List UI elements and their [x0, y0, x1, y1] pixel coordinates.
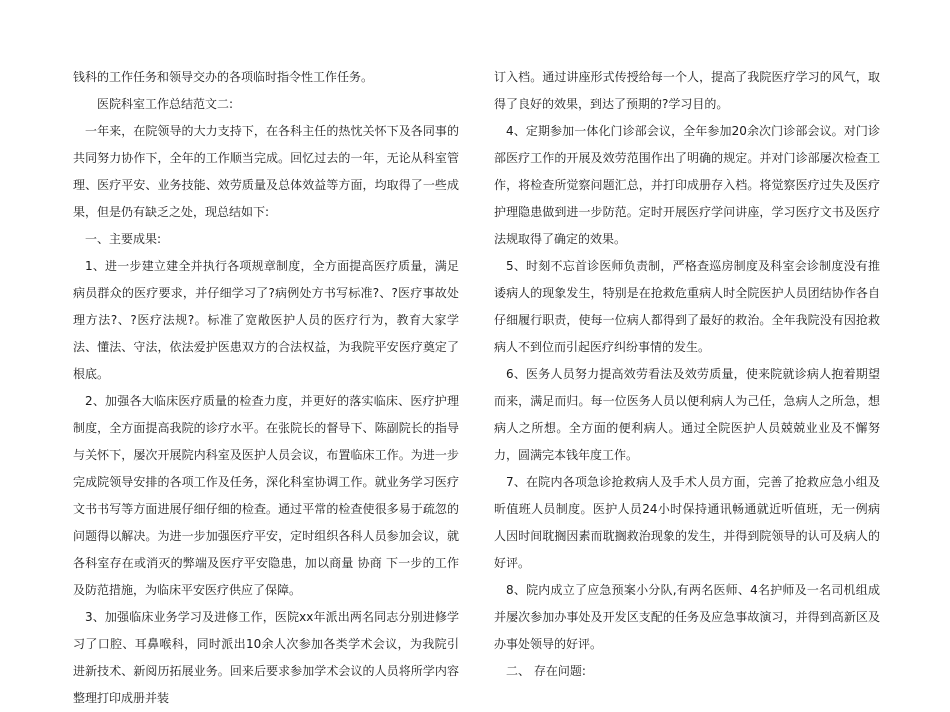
paragraph: 2、加强各大临床医疗质量的检查力度，并更好的落实临床、医疗护理制度，全方面提高我院的诊疗水平。在张院长的督导下、陈副院长的指导与关怀下，屡次开展院内科室及医护人员会议，布置临床工作。为进一步完成院领导安排的各项工作及任务，深化科室协调工作。就业务学习医疗文书书写等方面进展仔细仔细的检查。通过平常的检查使很多易于疏忽的问题得以解决。为进一步加强医疗平安，定时组织各科人员参加会议，就各科室存在或消灭的弊端及医疗平安隐患，加以商量 协商 下一步的工作及防范措施，为临床平安医疗供应了保障。: [73, 394, 459, 597]
paragraph: 钱科的工作任务和领导交办的各项临时指令性工作任务。: [73, 70, 374, 84]
section-heading: 二、 存在问题:: [506, 664, 586, 678]
right-column: [494, 64, 880, 685]
paragraph: 6、医务人员努力提高效劳看法及效劳质量，使来院就诊病人抱着期望而来，满足而归。每一位医务人员以便利病人为己任，急病人之所急，想病人之所想。全方面的便利病人。通过全院医护人员兢兢业业及不懈努力，圆满完本钱年度工作。: [494, 367, 880, 462]
paragraph: 一年来，在院领导的大力支持下，在各科主任的热忱关怀下及各同事的共同努力协作下，全年的工作顺当完成。回忆过去的一年，无论从科室管理、医疗平安、业务技能、效劳质量及总体效益等方面，均取得了一些成果，但是仍有缺乏之处，现总结如下:: [73, 124, 459, 219]
paragraph: 5、时刻不忘首诊医师负责制，严格查巡房制度及科室会诊制度没有推诿病人的现象发生，特别是在抢救危重病人时全院医护人员团结协作各自仔细履行职责，使每一位病人都得到了最好的救治。全年我院没有因抢救病人不到位而引起医疗纠纷事情的发生。: [494, 259, 880, 354]
paragraph: 订入档。通过讲座形式传授给每一个人，提高了我院医疗学习的风气，取得了良好的效果，到达了预期的?学习目的。: [494, 70, 880, 111]
left-column: [73, 64, 459, 712]
section-heading: 一、主要成果:: [85, 232, 162, 246]
paragraph: 4、定期参加一体化门诊部会议，全年参加20余次门诊部会议。对门诊部医疗工作的开展及效劳范围作出了明确的规定。并对门诊部屡次检查工作，将检查所觉察问题汇总，并打印成册存入档。将觉察医疗过失及医疗护理隐患做到进一步防范。定时开展医疗学问讲座，学习医疗文书及医疗法规取得了确定的效果。: [494, 124, 880, 246]
paragraph: 8、院内成立了应急预案小分队,有两名医师、4名护师及一名司机组成并屡次参加办事处及开发区支配的任务及应急事故演习，并得到高新区及办事处领导的好评。: [494, 583, 880, 651]
section-heading: 医院科室工作总结范文二:: [97, 97, 234, 111]
paragraph: 3、加强临床业务学习及进修工作，医院xx年派出两名同志分别进修学习了口腔、耳鼻喉科，同时派出10余人次参加各类学术会议，为我院引进新技术、新阅历拓展业务。回来后要求参加学术会议的人员将所学内容整理打印成册并装: [73, 610, 459, 705]
paragraph: 7、在院内各项急诊抢救病人及手术人员方面，完善了抢救应急小组及昕值班人员制度。医护人员24小时保持通讯畅通就近听值班，无一例病人因时间耽搁因素而耽搁救治现象的发生，并得到院领导的认可及病人的好评。: [494, 475, 880, 570]
paragraph: 1、进一步建立建全并执行各项规章制度，全方面提高医疗质量，满足病员群众的医疗要求，并仔细学习了?病例处方书写标准?、?医疗事故处理方法?、?医疗法规?。标准了宽敞医护人员的医疗行为，教育大家学法、懂法、守法，依法爱护医患双方的合法权益，为我院平安医疗奠定了根底。: [73, 259, 459, 381]
